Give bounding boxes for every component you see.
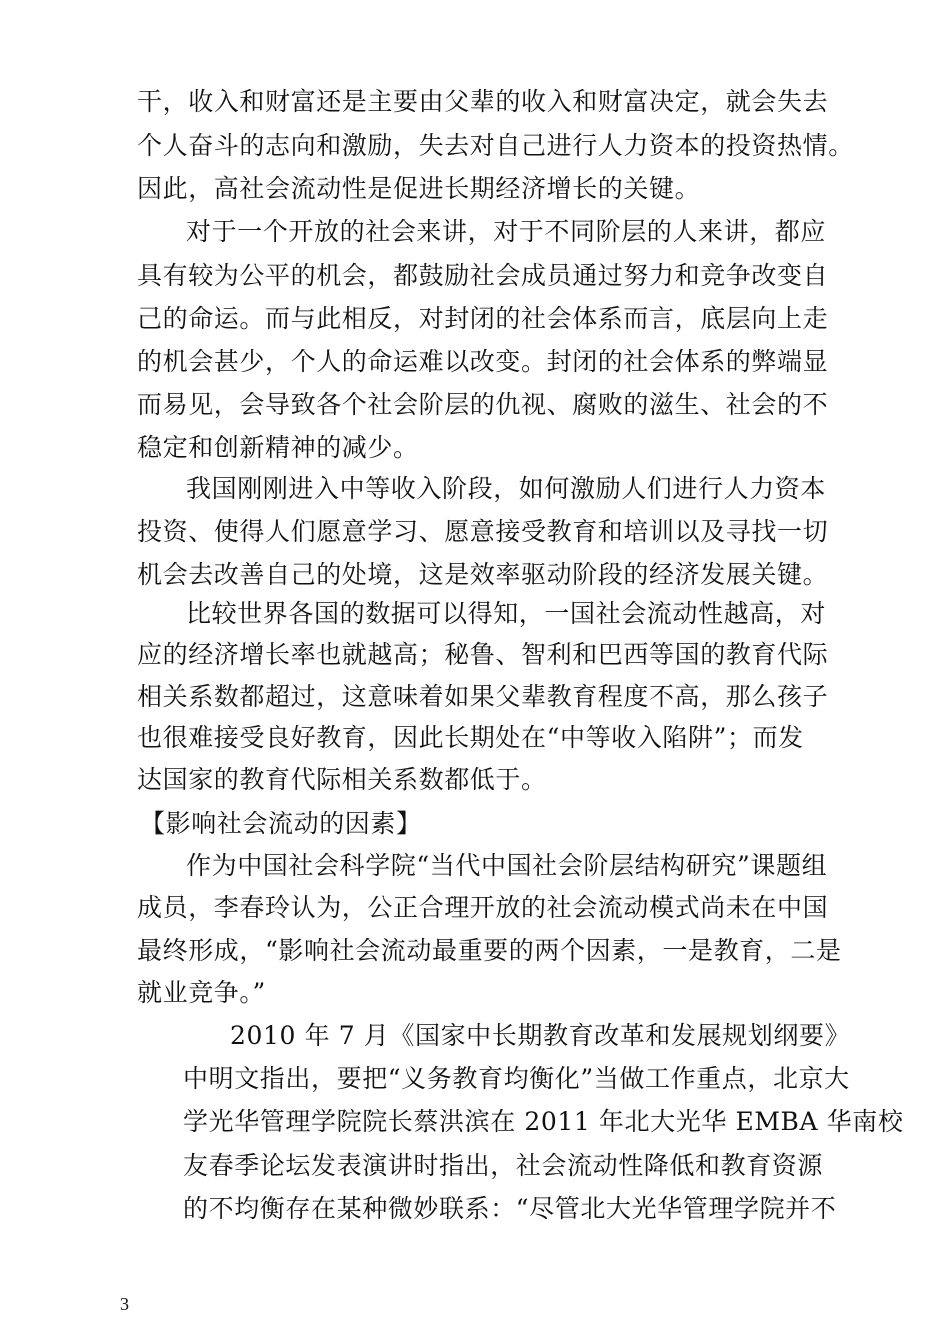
- text-line: 干，收入和财富还是主要由父辈的收入和财富决定，就会失去: [137, 87, 829, 116]
- text-line: 的不均衡存在某种微妙联系：“尽管北大光华管理学院并不: [183, 1194, 837, 1223]
- page-number: 3: [120, 1294, 129, 1314]
- text-line: 的机会甚少，个人的命运难以改变。封闭的社会体系的弊端显: [137, 347, 829, 376]
- text-line: 己的命运。而与此相反，对封闭的社会体系而言，底层向上走: [137, 304, 829, 333]
- text-line: 成员，李春玲认为，公正合理开放的社会流动模式尚未在中国: [137, 893, 829, 922]
- text-line: 而易见，会导致各个社会阶层的仇视、腐败的滋生、社会的不: [137, 390, 829, 419]
- text-line: 相关系数都超过，这意味着如果父辈教育程度不高，那么孩子: [137, 682, 829, 711]
- text-line: 达国家的教育代际相关系数都低于。: [137, 765, 547, 794]
- text-line: 2010 年 7 月《国家中长期教育改革和发展规划纲要》: [230, 1021, 851, 1050]
- text-line: 友春季论坛发表演讲时指出，社会流动性降低和教育资源: [183, 1151, 824, 1180]
- text-line: 因此，高社会流动性是促进长期经济增长的关键。: [137, 174, 701, 203]
- text-line: 就业竞争。”: [137, 978, 266, 1007]
- text-line: 对于一个开放的社会来讲，对于不同阶层的人来讲，都应: [186, 217, 827, 246]
- text-line: 中明文指出，要把“义务教育均衡化”当做工作重点，北京大: [183, 1064, 850, 1093]
- text-line: 投资、使得人们愿意学习、愿意接受教育和培训以及寻找一切: [137, 517, 829, 546]
- text-line: 稳定和创新精神的减少。: [137, 433, 419, 462]
- text-line: 应的经济增长率也就越高；秘鲁、智利和巴西等国的教育代际: [137, 640, 829, 669]
- text-line: 我国刚刚进入中等收入阶段，如何激励人们进行人力资本: [186, 474, 827, 503]
- section-heading: 【影响社会流动的因素】: [140, 809, 422, 838]
- text-line: 个人奋斗的志向和激励，失去对自己进行人力资本的投资热情。: [137, 131, 854, 160]
- text-line: 机会去改善自己的处境，这是效率驱动阶段的经济发展关键。: [137, 560, 829, 589]
- text-line: 学光华管理学院院长蔡洪滨在 2011 年北大光华 EMBA 华南校: [183, 1107, 904, 1136]
- text-line: 也很难接受良好教育，因此长期处在“中等收入陷阱”；而发: [137, 723, 804, 752]
- text-line: 比较世界各国的数据可以得知，一国社会流动性越高，对: [186, 599, 827, 628]
- text-line: 具有较为公平的机会，都鼓励社会成员通过努力和竞争改变自: [137, 261, 829, 290]
- text-line: 最终形成，“影响社会流动最重要的两个因素，一是教育，二是: [137, 936, 842, 965]
- text-line: 作为中国社会科学院“当代中国社会阶层结构研究”课题组: [186, 851, 828, 880]
